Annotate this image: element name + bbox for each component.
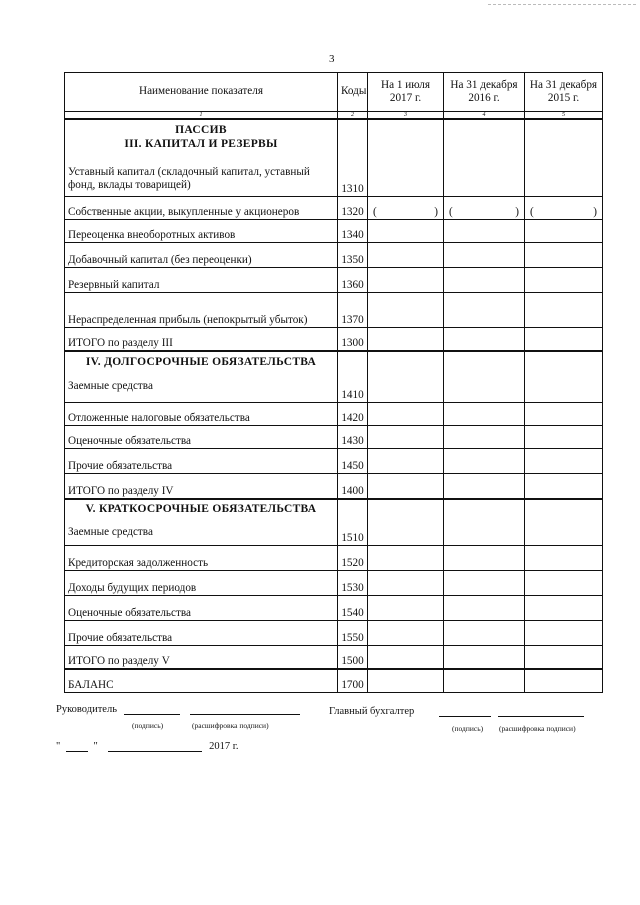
value-cell[interactable]: [525, 669, 603, 693]
table-row: [65, 449, 603, 474]
row-code: 1310: [338, 119, 368, 197]
value-cell[interactable]: [368, 546, 444, 571]
row-code: 1500: [338, 646, 368, 670]
head-signature-block: [56, 704, 300, 715]
column-number: 3: [368, 112, 444, 120]
value-cell[interactable]: [444, 571, 525, 596]
row-name: Кредиторская задолженность: [65, 546, 338, 571]
date-month-line[interactable]: [108, 741, 202, 752]
head-signature-line[interactable]: [124, 704, 180, 715]
row-name: Заемные средства: [68, 525, 153, 538]
value-cell[interactable]: [368, 328, 444, 352]
row-code: 1420: [338, 403, 368, 426]
value-cell[interactable]: [444, 403, 525, 426]
value-cell[interactable]: [444, 243, 525, 268]
value-cell[interactable]: [444, 328, 525, 352]
date-block: [56, 741, 238, 752]
date-quote-open: ": [56, 741, 61, 752]
row-name: ИТОГО по разделу IV: [65, 474, 338, 500]
column-number: 1: [65, 112, 338, 120]
row-name: Отложенные налоговые обязательства: [65, 403, 338, 426]
table-row: [65, 293, 603, 328]
date-year: 2017 г.: [209, 741, 239, 752]
row-name: Уставный капитал (складочный капитал, уставный фонд, вклады товарищей): [68, 165, 310, 192]
value-cell[interactable]: [525, 646, 603, 670]
table-row: [65, 571, 603, 596]
value-cell[interactable]: [368, 596, 444, 621]
date-quote-close: ": [93, 741, 98, 752]
top-edge-mark: [488, 4, 636, 5]
passive-title: ПАССИВ: [175, 124, 227, 136]
value-cell[interactable]: [444, 449, 525, 474]
table-row: [65, 328, 603, 352]
header-code: Коды: [338, 73, 368, 112]
value-cell[interactable]: [444, 474, 525, 500]
column-number: 2: [338, 112, 368, 120]
section-5-title: V. КРАТКОСРОЧНЫЕ ОБЯЗАТЕЛЬСТВА: [85, 503, 317, 515]
value-cell[interactable]: [444, 646, 525, 670]
head-caption-decode: (расшифровка подписи): [192, 721, 269, 730]
row-name-balance: БАЛАНС: [65, 669, 338, 693]
paren-close: ): [515, 205, 519, 218]
row-name: Прочие обязательства: [65, 621, 338, 646]
value-cell[interactable]: [368, 474, 444, 500]
value-cell[interactable]: [525, 243, 603, 268]
row-name: ИТОГО по разделу V: [65, 646, 338, 670]
value-cell[interactable]: [525, 596, 603, 621]
row-name: Оценочные обязательства: [65, 596, 338, 621]
page-number: 3: [329, 53, 335, 65]
row-code: 1300: [338, 328, 368, 352]
value-cell[interactable]: [368, 243, 444, 268]
paren-open: (: [530, 205, 534, 218]
value-cell[interactable]: [444, 268, 525, 293]
value-cell[interactable]: [444, 499, 525, 546]
row-code: 1350: [338, 243, 368, 268]
head-label: Руководитель: [56, 704, 117, 715]
value-cell[interactable]: [368, 449, 444, 474]
table-row: [65, 403, 603, 426]
section-4-title: IV. ДОЛГОСРОЧНЫЕ ОБЯЗАТЕЛЬСТВА: [85, 356, 317, 368]
row-code: 1530: [338, 571, 368, 596]
value-cell[interactable]: [444, 669, 525, 693]
header-col1: На 1 июля 2017 г.: [368, 73, 444, 112]
paren-close: ): [434, 205, 438, 218]
value-cell[interactable]: [525, 403, 603, 426]
value-cell[interactable]: [444, 293, 525, 328]
paren-close: ): [593, 205, 597, 218]
row-code: 1370: [338, 293, 368, 328]
header-row: [65, 73, 603, 112]
paren-open: (: [373, 205, 377, 218]
table-row: [65, 499, 603, 546]
row-code: 1320: [338, 197, 368, 220]
value-cell[interactable]: [368, 403, 444, 426]
paren-open: (: [449, 205, 453, 218]
section-3-title: III. КАПИТАЛ И РЕЗЕРВЫ: [124, 137, 278, 150]
value-cell[interactable]: [525, 499, 603, 546]
value-cell[interactable]: [444, 426, 525, 449]
row-name: Доходы будущих периодов: [65, 571, 338, 596]
row-code: 1450: [338, 449, 368, 474]
row-1410-cell: [65, 351, 338, 403]
row-code: 1410: [338, 351, 368, 403]
header-col3: На 31 декабря 2015 г.: [525, 73, 603, 112]
table-row: [65, 669, 603, 693]
row-code: 1510: [338, 499, 368, 546]
table-row: [65, 621, 603, 646]
accountant-signature-line[interactable]: [439, 706, 491, 717]
value-cell[interactable]: [368, 351, 444, 403]
table-row: [65, 596, 603, 621]
row-name: Резервный капитал: [65, 268, 338, 293]
value-cell[interactable]: [525, 571, 603, 596]
value-cell[interactable]: [525, 351, 603, 403]
row-name: ИТОГО по разделу III: [65, 328, 338, 352]
accountant-caption-decode: (расшифровка подписи): [499, 724, 576, 733]
row-name: Заемные средства: [68, 379, 153, 392]
table-row: [65, 243, 603, 268]
row-code: 1540: [338, 596, 368, 621]
table-row: [65, 119, 603, 197]
value-cell[interactable]: [444, 119, 525, 197]
value-cell[interactable]: [368, 646, 444, 670]
value-cell[interactable]: [444, 351, 525, 403]
row-code: 1520: [338, 546, 368, 571]
row-name: Оценочные обязательства: [65, 426, 338, 449]
row-code: 1360: [338, 268, 368, 293]
value-cell[interactable]: [368, 220, 444, 243]
head-decode-line[interactable]: [190, 704, 300, 715]
value-cell-paren[interactable]: [525, 197, 603, 220]
row-1510-cell: [65, 499, 338, 546]
value-cell[interactable]: [368, 669, 444, 693]
row-code: 1400: [338, 474, 368, 500]
value-cell[interactable]: [525, 546, 603, 571]
row-1310-cell: [65, 119, 338, 197]
value-cell[interactable]: [525, 621, 603, 646]
value-cell[interactable]: [368, 571, 444, 596]
value-cell[interactable]: [525, 220, 603, 243]
value-cell[interactable]: [368, 426, 444, 449]
value-cell[interactable]: [444, 621, 525, 646]
value-cell-paren[interactable]: [444, 197, 525, 220]
value-cell[interactable]: [444, 546, 525, 571]
value-cell-paren[interactable]: [368, 197, 444, 220]
date-day-line[interactable]: [66, 741, 88, 752]
accountant-signature-block: [329, 706, 584, 717]
table-row: [65, 426, 603, 449]
row-name: Переоценка внеоборотных активов: [65, 220, 338, 243]
value-cell[interactable]: [525, 293, 603, 328]
header-name: Наименование показателя: [65, 73, 338, 112]
row-name: Прочие обязательства: [65, 449, 338, 474]
row-name: Нераспределенная прибыль (непокрытый убыток): [65, 293, 338, 328]
value-cell[interactable]: [444, 596, 525, 621]
row-code: 1550: [338, 621, 368, 646]
row-name: Собственные акции, выкупленные у акционеров: [65, 197, 338, 220]
column-number: 5: [525, 112, 603, 120]
table-row: [65, 546, 603, 571]
row-name: Добавочный капитал (без переоценки): [65, 243, 338, 268]
table-row: [65, 197, 603, 220]
table-row: [65, 220, 603, 243]
value-cell[interactable]: [368, 621, 444, 646]
table-row: [65, 268, 603, 293]
table-row: [65, 351, 603, 403]
value-cell[interactable]: [525, 328, 603, 352]
accountant-label: Главный бухгалтер: [329, 706, 415, 717]
value-cell[interactable]: [368, 499, 444, 546]
value-cell[interactable]: [368, 293, 444, 328]
value-cell[interactable]: [525, 449, 603, 474]
accountant-caption-signature: (подпись): [452, 724, 484, 733]
value-cell[interactable]: [444, 220, 525, 243]
row-code: 1340: [338, 220, 368, 243]
value-cell[interactable]: [525, 119, 603, 197]
table-row: [65, 646, 603, 670]
value-cell[interactable]: [368, 268, 444, 293]
row-code: 1700: [338, 669, 368, 693]
value-cell[interactable]: [525, 268, 603, 293]
value-cell[interactable]: [525, 426, 603, 449]
balance-liabilities-table: [64, 72, 603, 693]
value-cell[interactable]: [525, 474, 603, 500]
accountant-decode-line[interactable]: [498, 706, 584, 717]
value-cell[interactable]: [368, 119, 444, 197]
head-caption-signature: (подпись): [132, 721, 164, 730]
table-row: [65, 474, 603, 500]
row-code: 1430: [338, 426, 368, 449]
column-number: 4: [444, 112, 525, 120]
column-number-row: [65, 112, 603, 120]
header-col2: На 31 декабря 2016 г.: [444, 73, 525, 112]
